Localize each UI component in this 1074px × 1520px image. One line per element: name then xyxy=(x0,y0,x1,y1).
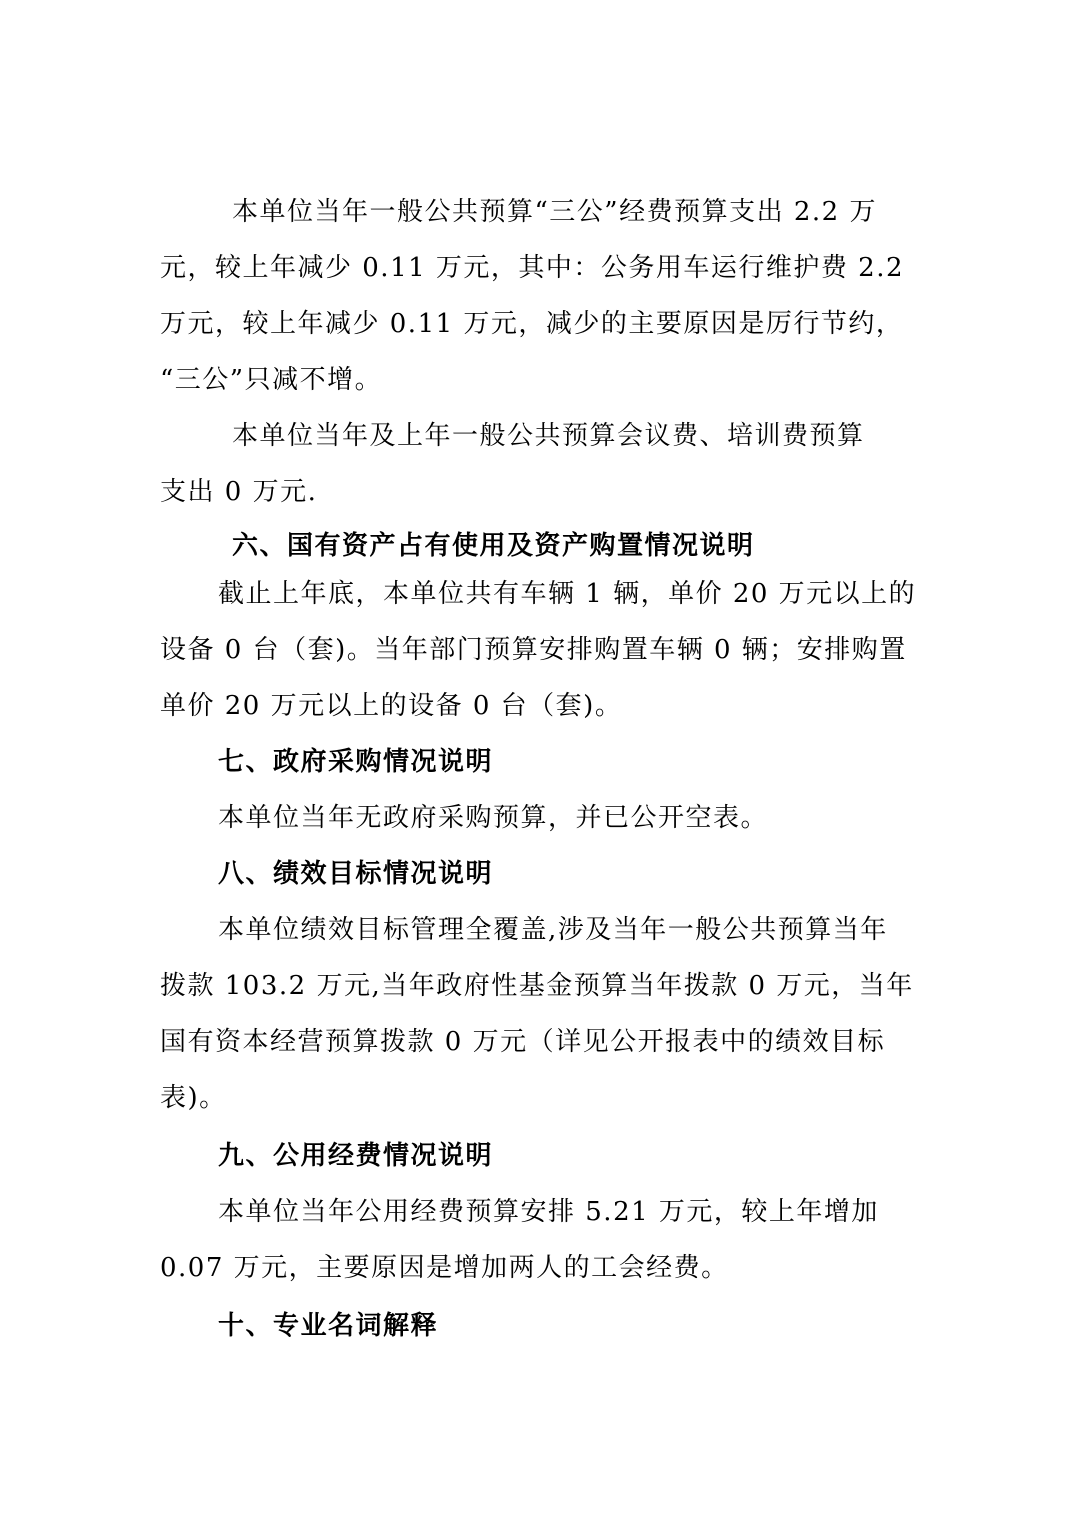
section-heading: 七、政府采购情况说明 xyxy=(218,747,494,777)
paragraph-line: 设备 0 台（套)。当年部门预算安排购置车辆 0 辆；安排购置 xyxy=(160,635,907,665)
section-heading: 六、国有资产占有使用及资产购置情况说明 xyxy=(232,531,755,561)
paragraph-line: “三公”只减不增。 xyxy=(160,365,383,395)
paragraph-line: 本单位绩效目标管理全覆盖,涉及当年一般公共预算当年 xyxy=(218,915,888,945)
paragraph-line: 本单位当年无政府采购预算，并已公开空表。 xyxy=(218,803,769,833)
paragraph-line: 元，较上年减少 0.11 万元，其中：公务用车运行维护费 2.2 xyxy=(160,253,905,283)
section-heading: 十、专业名词解释 xyxy=(218,1311,439,1341)
section-heading: 九、公用经费情况说明 xyxy=(218,1141,494,1171)
paragraph-line: 单价 20 万元以上的设备 0 台（套)。 xyxy=(160,691,623,721)
paragraph-line: 国有资本经营预算拨款 0 万元（详见公开报表中的绩效目标 xyxy=(160,1027,886,1057)
paragraph-line: 本单位当年一般公共预算“三公”经费预算支出 2.2 万 xyxy=(232,197,877,227)
paragraph-line: 拨款 103.2 万元,当年政府性基金预算当年拨款 0 万元，当年 xyxy=(160,971,914,1001)
paragraph-line: 截止上年底，本单位共有车辆 1 辆，单价 20 万元以上的 xyxy=(218,579,917,609)
section-heading: 八、绩效目标情况说明 xyxy=(218,859,494,889)
paragraph-line: 本单位当年及上年一般公共预算会议费、培训费预算 xyxy=(232,421,865,451)
paragraph-line: 表)。 xyxy=(160,1083,227,1113)
paragraph-line: 支出 0 万元. xyxy=(160,477,318,507)
paragraph-line: 0.07 万元，主要原因是增加两人的工会经费。 xyxy=(160,1253,729,1283)
paragraph-line: 万元，较上年减少 0.11 万元，减少的主要原因是厉行节约， xyxy=(160,309,904,339)
paragraph-line: 本单位当年公用经费预算安排 5.21 万元，较上年增加 xyxy=(218,1197,879,1227)
